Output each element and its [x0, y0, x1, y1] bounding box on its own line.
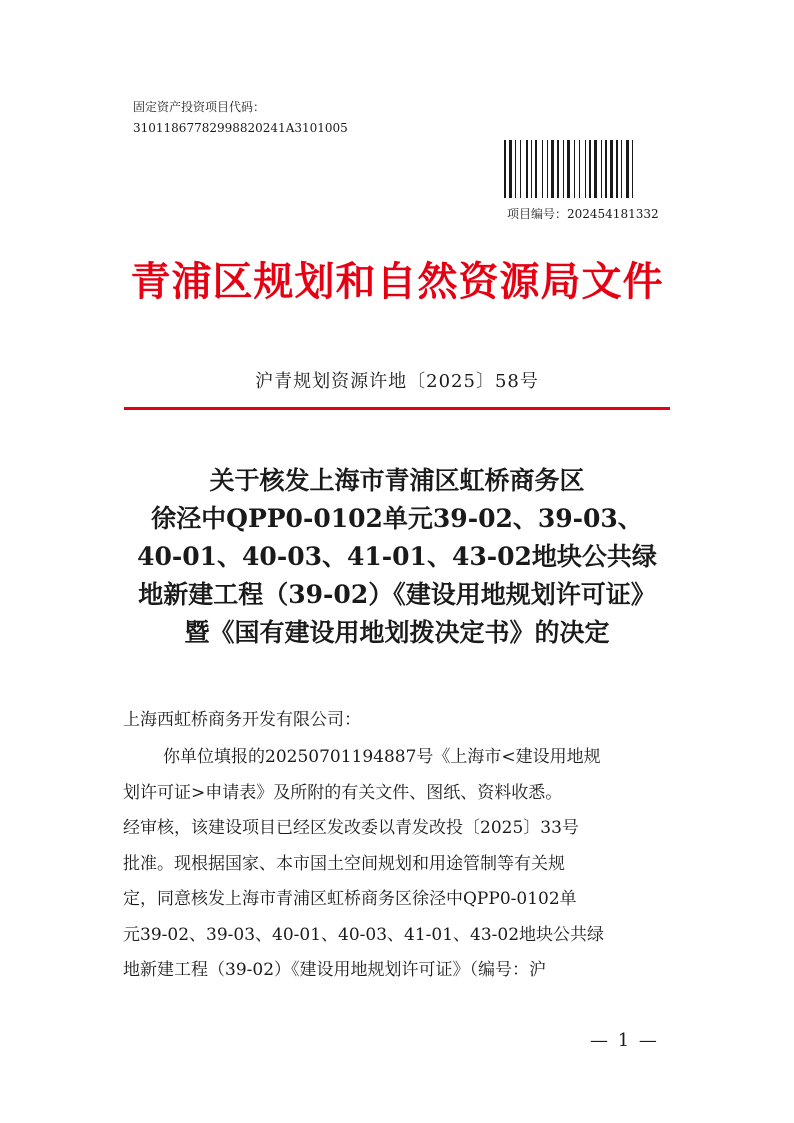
- title-line: 关于核发上海市青浦区虹桥商务区: [209, 466, 585, 495]
- document-title: [96, 462, 698, 652]
- barcode-bar: [531, 140, 532, 198]
- barcode-bar: [547, 140, 548, 198]
- barcode-bar: [594, 140, 597, 198]
- title-line: 暨《国有建设用地划拨决定书》的决定: [184, 618, 610, 647]
- issuing-authority-title: 青浦区规划和自然资源局文件: [130, 259, 664, 305]
- barcode-bar: [542, 140, 543, 198]
- red-divider-line: [124, 407, 670, 410]
- barcode-bar: [601, 140, 602, 198]
- page-number: — 1 —: [590, 1030, 659, 1051]
- barcode-bar: [574, 140, 575, 198]
- body-line: 你单位填报的20250701194887号《上海市<建设用地规: [163, 747, 601, 767]
- body-line: 批准。现根据国家、本市国土空间规划和用途管制等有关规: [123, 853, 565, 874]
- barcode-bar: [589, 140, 591, 198]
- barcode-bar: [585, 140, 586, 198]
- title-line: 40-01、40-03、41-01、43-02地块公共绿: [137, 542, 657, 571]
- barcode-bar: [621, 140, 622, 198]
- barcode-bar: [557, 140, 559, 198]
- investment-code-value: 31011867782998820241A3101005: [133, 121, 348, 135]
- barcode-bar: [605, 140, 607, 198]
- barcode-bar: [610, 140, 613, 198]
- barcode-bar: [509, 140, 512, 198]
- barcode-bar: [616, 140, 618, 198]
- barcode-bar: [526, 140, 528, 198]
- barcode-bar: [626, 140, 629, 198]
- body-line: 地新建工程（39-02）《建设用地规划许可证》（编号：沪: [123, 960, 547, 980]
- body-line: 经审核，该建设项目已经区发改委以青发改投〔2025〕33号: [123, 818, 579, 838]
- project-number: 项目编号：202454181332: [507, 207, 659, 221]
- investment-code-label: 固定资产投资项目代码：: [133, 100, 266, 114]
- barcode-bar: [520, 140, 521, 198]
- barcode-bar: [632, 140, 633, 198]
- title-line: 地新建工程（39-02）《建设用地规划许可证》: [138, 580, 656, 609]
- barcode-image: [502, 140, 652, 198]
- body-text: [123, 740, 675, 989]
- barcode-bar: [579, 140, 580, 198]
- barcode-bar: [504, 140, 506, 198]
- barcode-bar: [551, 140, 554, 198]
- barcode-bar: [563, 140, 564, 198]
- document-number: 沪青规划资源许地〔2025〕58号: [255, 371, 539, 392]
- body-line: 元39-02、39-03、40-01、40-03、41-01、43-02地块公共绿: [123, 924, 605, 945]
- barcode-bar: [535, 140, 537, 198]
- title-line: 徐泾中QPP0-0102单元39-02、39-03、: [151, 504, 643, 533]
- body-line: 定，同意核发上海市青浦区虹桥商务区徐泾中QPP0-0102单: [123, 889, 577, 909]
- addressee: 上海西虹桥商务开发有限公司：: [123, 710, 361, 730]
- barcode-bar: [515, 140, 516, 198]
- barcode-bar: [567, 140, 570, 198]
- body-line: 划许可证>申请表》及所附的有关文件、图纸、资料收悉。: [123, 782, 563, 803]
